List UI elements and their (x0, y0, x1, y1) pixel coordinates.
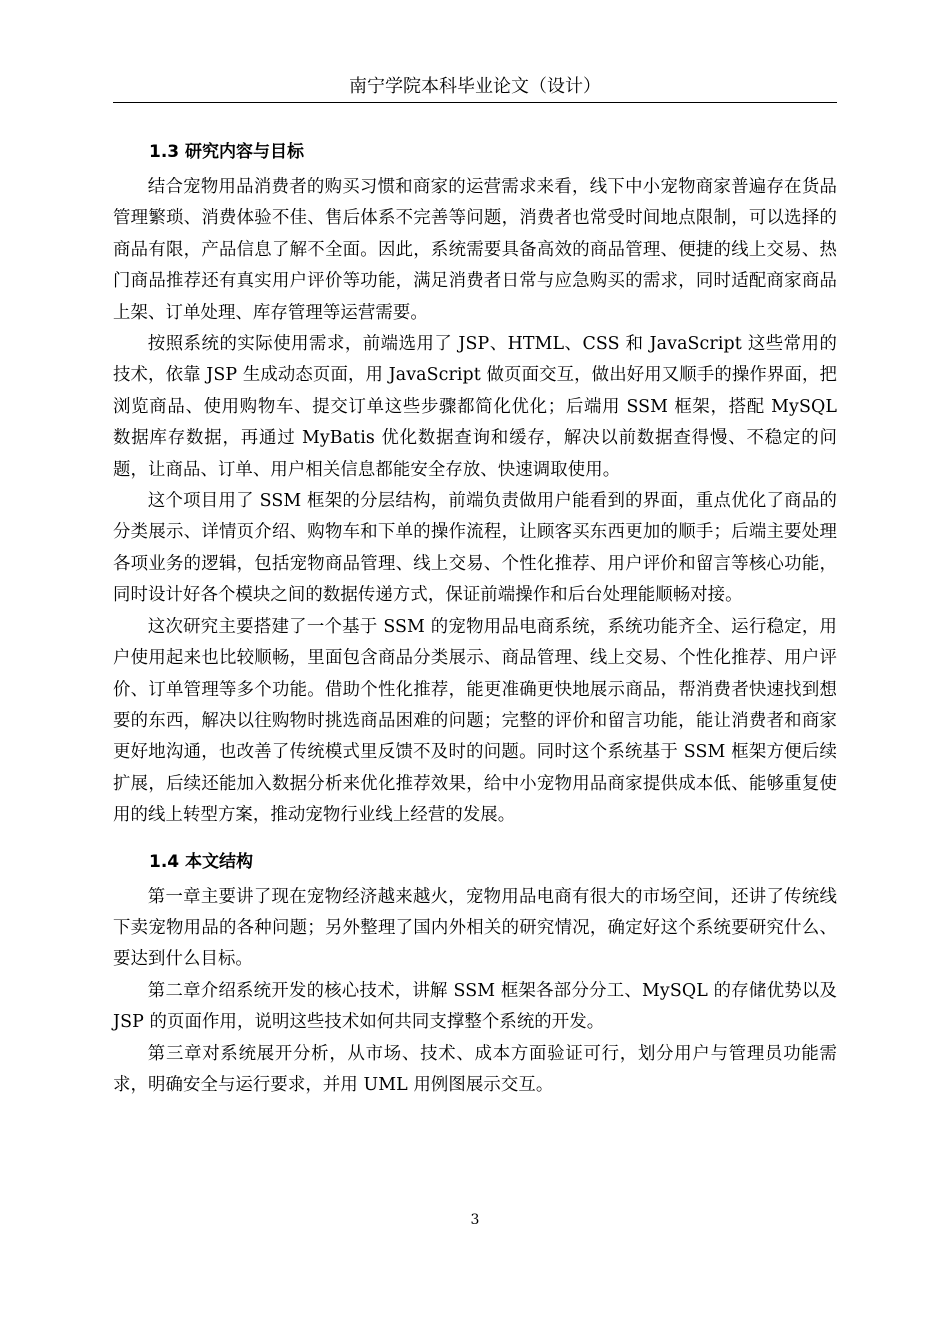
paragraph-1-3-3: 这个项目用了 SSM 框架的分层结构，前端负责做用户能看到的界面，重点优化了商品的分类展示、详情页介绍、购物车和下单的操作流程，让顾客买东西更加的顺手；后端主要处理各项业务的逻辑，包括宠物商品管理、线上交易、个性化推荐、用户评价和留言等核心功能，同时设计好各个模块之间的数据传递方式，保证前端操作和后台处理能顺畅对接。 (113, 491, 837, 606)
section-heading-1-3: 1.3 研究内容与目标 (149, 142, 305, 162)
paragraph-1-4-1: 第一章主要讲了现在宠物经济越来越火，宠物用品电商有很大的市场空间，还讲了传统线下卖宠物用品的各种问题；另外整理了国内外相关的研究情况，确定好这个系统要研究什么、要达到什么目标。 (113, 886, 837, 970)
page-number: 3 (470, 1212, 480, 1228)
page-header: 南宁学院本科毕业论文（设计） (349, 76, 601, 97)
paragraph-1-3-1: 结合宠物用品消费者的购买习惯和商家的运营需求来看，线下中小宠物商家普遍存在货品管理繁琐、消费体验不佳、售后体系不完善等问题，消费者也常受时间地点限制，可以选择的商品有限，产品信息了解不全面。因此，系统需要具备高效的商品管理、便捷的线上交易、热门商品推荐还有真实用户评价等功能，满足消费者日常与应急购买的需求，同时适配商家商品上架、订单处理、库存管理等运营需要。 (113, 177, 837, 323)
header-divider (113, 102, 837, 103)
section-spacer (113, 832, 837, 846)
paragraph-1-3-2: 按照系统的实际使用需求，前端选用了 JSP、HTML、CSS 和 JavaScript 这些常用的技术，依靠 JSP 生成动态页面，用 JavaScript 做页面交互，做出好用又顺手的操作界面，把浏览商品、使用购物车、提交订单这些步骤都简化优化；后端用 SSM 框架，搭配 MySQL 数据库存数据，再通过 MyBatis 优化数据查询和缓存，解决以前数据查得慢、不稳定的问题，让商品、订单、用户相关信息都能安全存放、快速调取使用。 (113, 334, 837, 480)
document-body (113, 136, 837, 1101)
paragraph-1-3-4: 这次研究主要搭建了一个基于 SSM 的宠物用品电商系统，系统功能齐全、运行稳定，用户使用起来也比较顺畅，里面包含商品分类展示、商品管理、线上交易、个性化推荐、用户评价、订单管理等多个功能。借助个性化推荐，能更准确更快地展示商品，帮消费者快速找到想要的东西，解决以往购物时挑选商品困难的问题；完整的评价和留言功能，能让消费者和商家更好地沟通，也改善了传统模式里反馈不及时的问题。同时这个系统基于 SSM 框架方便后续扩展，后续还能加入数据分析来优化推荐效果，给中小宠物用品商家提供成本低、能够重复使用的线上转型方案，推动宠物行业线上经营的发展。 (113, 616, 837, 826)
section-heading-1-4: 1.4 本文结构 (149, 851, 254, 872)
paragraph-1-4-2: 第二章介绍系统开发的核心技术，讲解 SSM 框架各部分分工、MySQL 的存储优势以及 JSP 的页面作用，说明这些技术如何共同支撑整个系统的开发。 (113, 980, 837, 1033)
paragraph-1-4-3: 第三章对系统展开分析，从市场、技术、成本方面验证可行，划分用户与管理员功能需求，明确安全与运行要求，并用 UML 用例图展示交互。 (113, 1043, 837, 1095)
